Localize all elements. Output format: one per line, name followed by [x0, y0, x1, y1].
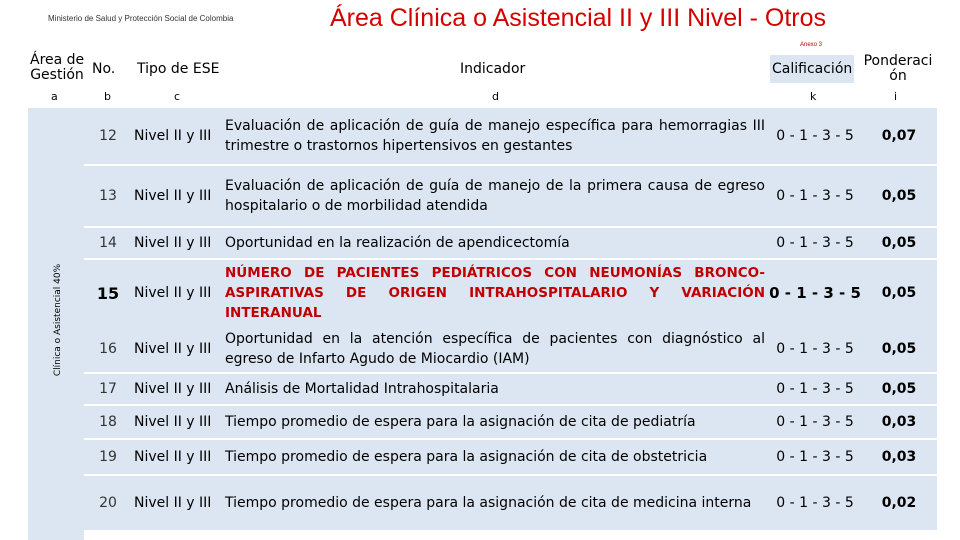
row-indicador-text: Oportunidad en la atención específica de pacientes con diagnóstico al egreso de Infarto Agudo de Miocardio (IAM): [225, 331, 765, 367]
row-calificacion: 0 - 1 - 3 - 5: [776, 341, 854, 357]
header-ponderacion: [860, 54, 936, 84]
row-ponderacion: 0,05: [881, 381, 917, 397]
row-indicador-text: Tiempo promedio de espera para la asignación de cita de medicina interna: [225, 495, 752, 511]
table-row: [84, 166, 937, 228]
row-calificacion: 0 - 1 - 3 - 5: [776, 188, 854, 204]
table-row-highlighted: [84, 260, 937, 328]
letter-c: c: [174, 90, 181, 103]
row-tipo: Nivel II y III: [134, 414, 212, 430]
row-indicador: [225, 108, 765, 164]
letter-i: i: [894, 90, 898, 103]
row-tipo: Nivel II y III: [134, 188, 212, 204]
header-no: No.: [92, 61, 116, 77]
row-calificacion: 0 - 1 - 3 - 5: [776, 414, 854, 430]
row-indicador: [225, 260, 765, 326]
row-indicador-text: Evaluación de aplicación de guía de manejo de la primera causa de egreso hospitalario o de morbilidad atendida: [225, 178, 765, 214]
row-number: 19: [99, 449, 117, 465]
row-calificacion: 0 - 1 - 3 - 5: [776, 128, 854, 144]
row-indicador: [225, 326, 765, 372]
row-ponderacion: 0,05: [881, 188, 917, 204]
header-tipo: Tipo de ESE: [137, 61, 220, 77]
table-row: [84, 406, 937, 440]
table-row: [84, 326, 937, 374]
row-tipo: Nivel II y III: [134, 495, 212, 511]
row-number: 20: [99, 495, 117, 511]
row-number: 15: [96, 283, 120, 303]
row-ponderacion: 0,02: [881, 495, 917, 511]
row-number: 12: [99, 128, 117, 144]
table-row: [84, 440, 937, 476]
row-tipo: Nivel II y III: [134, 381, 212, 397]
row-calificacion: 0 - 1 - 3 - 5: [776, 449, 854, 465]
row-calificacion: 0 - 1 - 3 - 5: [769, 284, 861, 302]
row-indicador: [225, 476, 765, 530]
row-indicador-text: Evaluación de aplicación de guía de manejo específica para hemorragias III trimestre o trastornos hipertensivos en gestantes: [225, 118, 765, 154]
ministry-label: Ministerio de Salud y Protección Social de Colombia: [48, 14, 234, 23]
row-number: 14: [99, 235, 117, 251]
row-ponderacion: 0,05: [881, 285, 917, 301]
row-ponderacion: 0,03: [881, 449, 917, 465]
row-tipo: Nivel II y III: [134, 128, 212, 144]
row-ponderacion: 0,05: [881, 235, 917, 251]
row-calificacion: 0 - 1 - 3 - 5: [776, 495, 854, 511]
row-indicador: [225, 406, 765, 438]
area-side-label: Clínica o Asistencial 40%: [53, 263, 63, 377]
row-tipo: Nivel II y III: [134, 285, 212, 301]
table-row: [84, 476, 937, 532]
row-tipo: Nivel II y III: [134, 341, 212, 357]
table-row: [84, 108, 937, 166]
row-indicador: [225, 166, 765, 226]
row-indicador-text: Oportunidad en la realización de apendicectomía: [225, 235, 570, 251]
header-area: [30, 53, 84, 83]
row-indicador: [225, 374, 765, 404]
page-title: Área Clínica o Asistencial II y III Nivel - Otros: [330, 4, 826, 32]
row-indicador-text: Tiempo promedio de espera para la asignación de cita de obstetricia: [225, 449, 708, 465]
row-calificacion: 0 - 1 - 3 - 5: [776, 381, 854, 397]
row-indicador-text: NÚMERO DE PACIENTES PEDIÁTRICOS CON NEUMONÍAS BRONCO-ASPIRATIVAS DE ORIGEN INTRAHOSPITALARIO Y VARIACIÓN INTERANUAL: [225, 265, 765, 321]
letter-d: d: [492, 90, 499, 103]
row-ponderacion: 0,07: [881, 128, 917, 144]
table-row: [84, 374, 937, 406]
letter-k: k: [810, 90, 817, 103]
header-indicador: Indicador: [460, 61, 526, 77]
header-ponderacion-line2: ón: [889, 68, 907, 84]
row-number: 17: [99, 381, 117, 397]
header-ponderacion-line1: Ponderaci: [863, 53, 933, 69]
row-tipo: Nivel II y III: [134, 235, 212, 251]
header-calificacion: Calificación: [770, 55, 854, 83]
row-number: 13: [99, 188, 117, 204]
row-tipo: Nivel II y III: [134, 449, 212, 465]
row-number: 18: [99, 414, 117, 430]
annex-label: Anexo 3: [800, 42, 823, 48]
header-area-line1: Área de: [30, 52, 85, 68]
row-number: 16: [99, 341, 117, 357]
row-indicador-text: Análisis de Mortalidad Intrahospitalaria: [225, 381, 499, 397]
row-calificacion: 0 - 1 - 3 - 5: [776, 235, 854, 251]
row-indicador-text: Tiempo promedio de espera para la asignación de cita de pediatría: [225, 414, 696, 430]
row-ponderacion: 0,03: [881, 414, 917, 430]
row-ponderacion: 0,05: [881, 341, 917, 357]
header-area-line2: Gestión: [30, 67, 84, 83]
row-indicador: [225, 440, 765, 474]
letter-b: b: [104, 90, 111, 103]
table-row: [84, 228, 937, 260]
letter-a: a: [51, 90, 58, 103]
row-indicador: [225, 228, 765, 258]
